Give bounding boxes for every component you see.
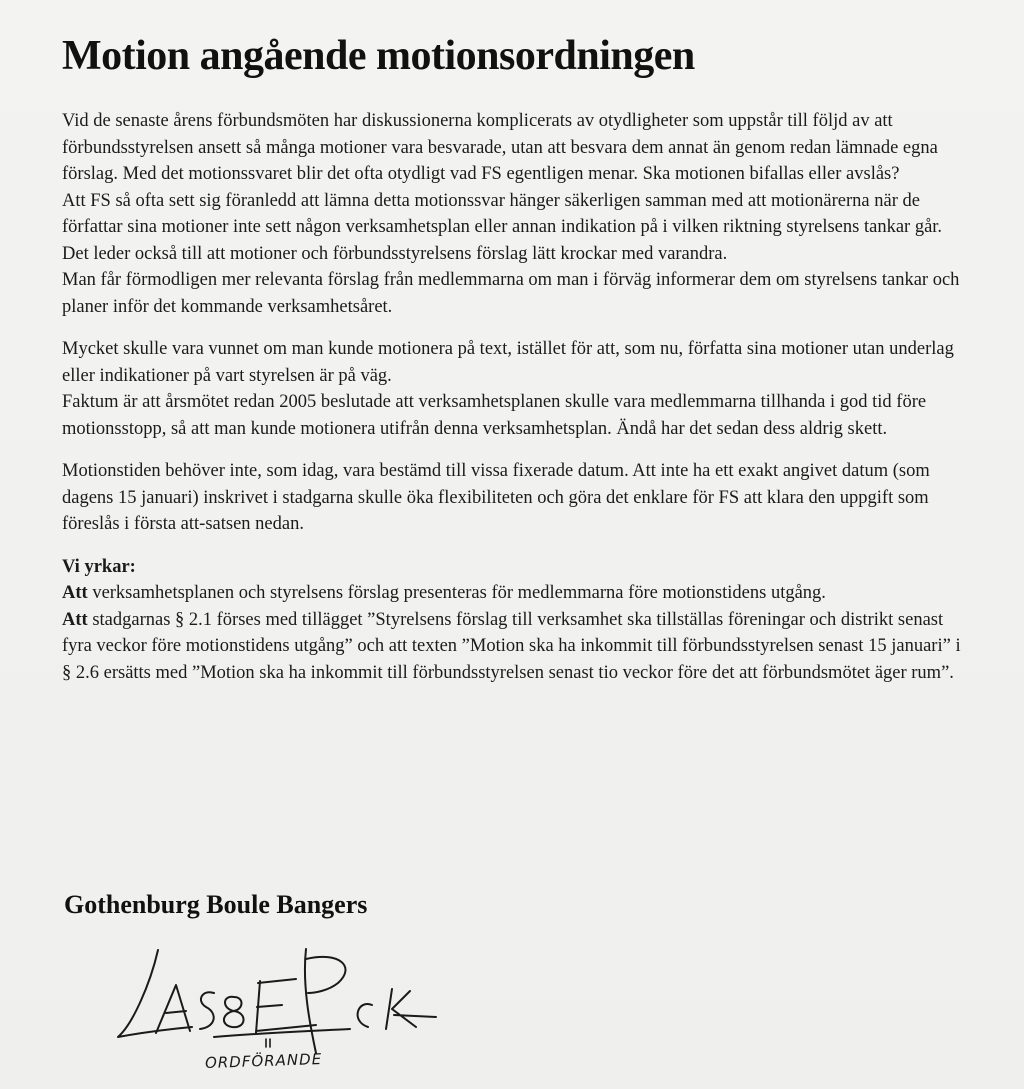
demand-item <box>62 607 962 687</box>
demands-heading: Vi yrkar: <box>62 556 136 577</box>
demand-lead: Att <box>62 583 88 603</box>
paragraph: Att FS så ofta sett sig föranledd att lämna detta motionssvar hänger säkerligen samman med att motionärerna när de författar sina motioner inte sett någon verksamhetsplan eller annan indikation på i vilken riktning styrelsens tankar går. Det leder också till att motioner och förbundsstyrelsens förslag lätt krockar med varandra. <box>62 190 943 264</box>
paragraph-gap <box>62 538 962 554</box>
demand-text: stadgarnas § 2.1 förses med tillägget ”Styrelsens förslag till verksamhet ska tillställas föreningar och distrikt senast fyra veckor före motionstidens utgång” och att texten ”Motion ska ha inkommit till förbundsstyrelsen senast 15 januari” i § 2.6 ersätts med ”Motion ska ha inkommit till förbundsstyrelsen senast tio veckor före det att förbundsmötet äger rum”. <box>62 609 961 683</box>
demand-item <box>62 580 962 607</box>
paragraph: Man får förmodligen mer relevanta förslag från medlemmarna om man i förväg informerar dem om styrelsens tankar och planer inför det kommande verksamhetsåret. <box>62 270 960 317</box>
paragraph-gap <box>62 320 962 336</box>
paragraph: Motionstiden behöver inte, som idag, vara bestämd till vissa fixerade datum. Att inte ha ett exakt angivet datum (som dagens 15 januari) inskrivet i stadgarna skulle öka flexibiliteten och göra det enklare för FS att klara den uppgift som föreslås i första att-satsen nedan. <box>62 461 930 534</box>
paragraph: Mycket skulle vara vunnet om man kunde motionera på text, istället för att, som nu, författa sina motioner utan underlag eller indikationer på vart styrelsen är på väg. <box>62 339 954 386</box>
paragraph-gap <box>62 442 962 458</box>
demand-text: verksamhetsplanen och styrelsens förslag presenteras för medlemmarna före motionstidens utgång. <box>87 583 826 603</box>
document-title: Motion angående motionsordningen <box>62 33 695 79</box>
demand-lead: Att <box>62 609 88 630</box>
document-body <box>62 108 962 686</box>
paragraph: Vid de senaste årens förbundsmöten har diskussionerna komplicerats av otydligheter som uppstår till följd av att förbundsstyrelsen ansett så många motioner vara besvarade, utan att besvara dem annat än genom redan lämnade egna förslag. Med det motionssvaret blir det ofta otydligt vad FS egentligen menar. Ska motionen bifallas eller avslås? <box>62 111 938 184</box>
signature-role: ORDFÖRANDE <box>204 1049 323 1073</box>
organization-name: Gothenburg Boule Bangers <box>64 890 368 919</box>
paragraph: Faktum är att årsmötet redan 2005 beslutade att verksamhetsplanen skulle vara medlemmarna tillhanda i god tid före motionsstopp, så att man kunde motionera utifrån denna verksamhetsplan. Ändå har det sedan dess aldrig skett. <box>62 392 927 439</box>
